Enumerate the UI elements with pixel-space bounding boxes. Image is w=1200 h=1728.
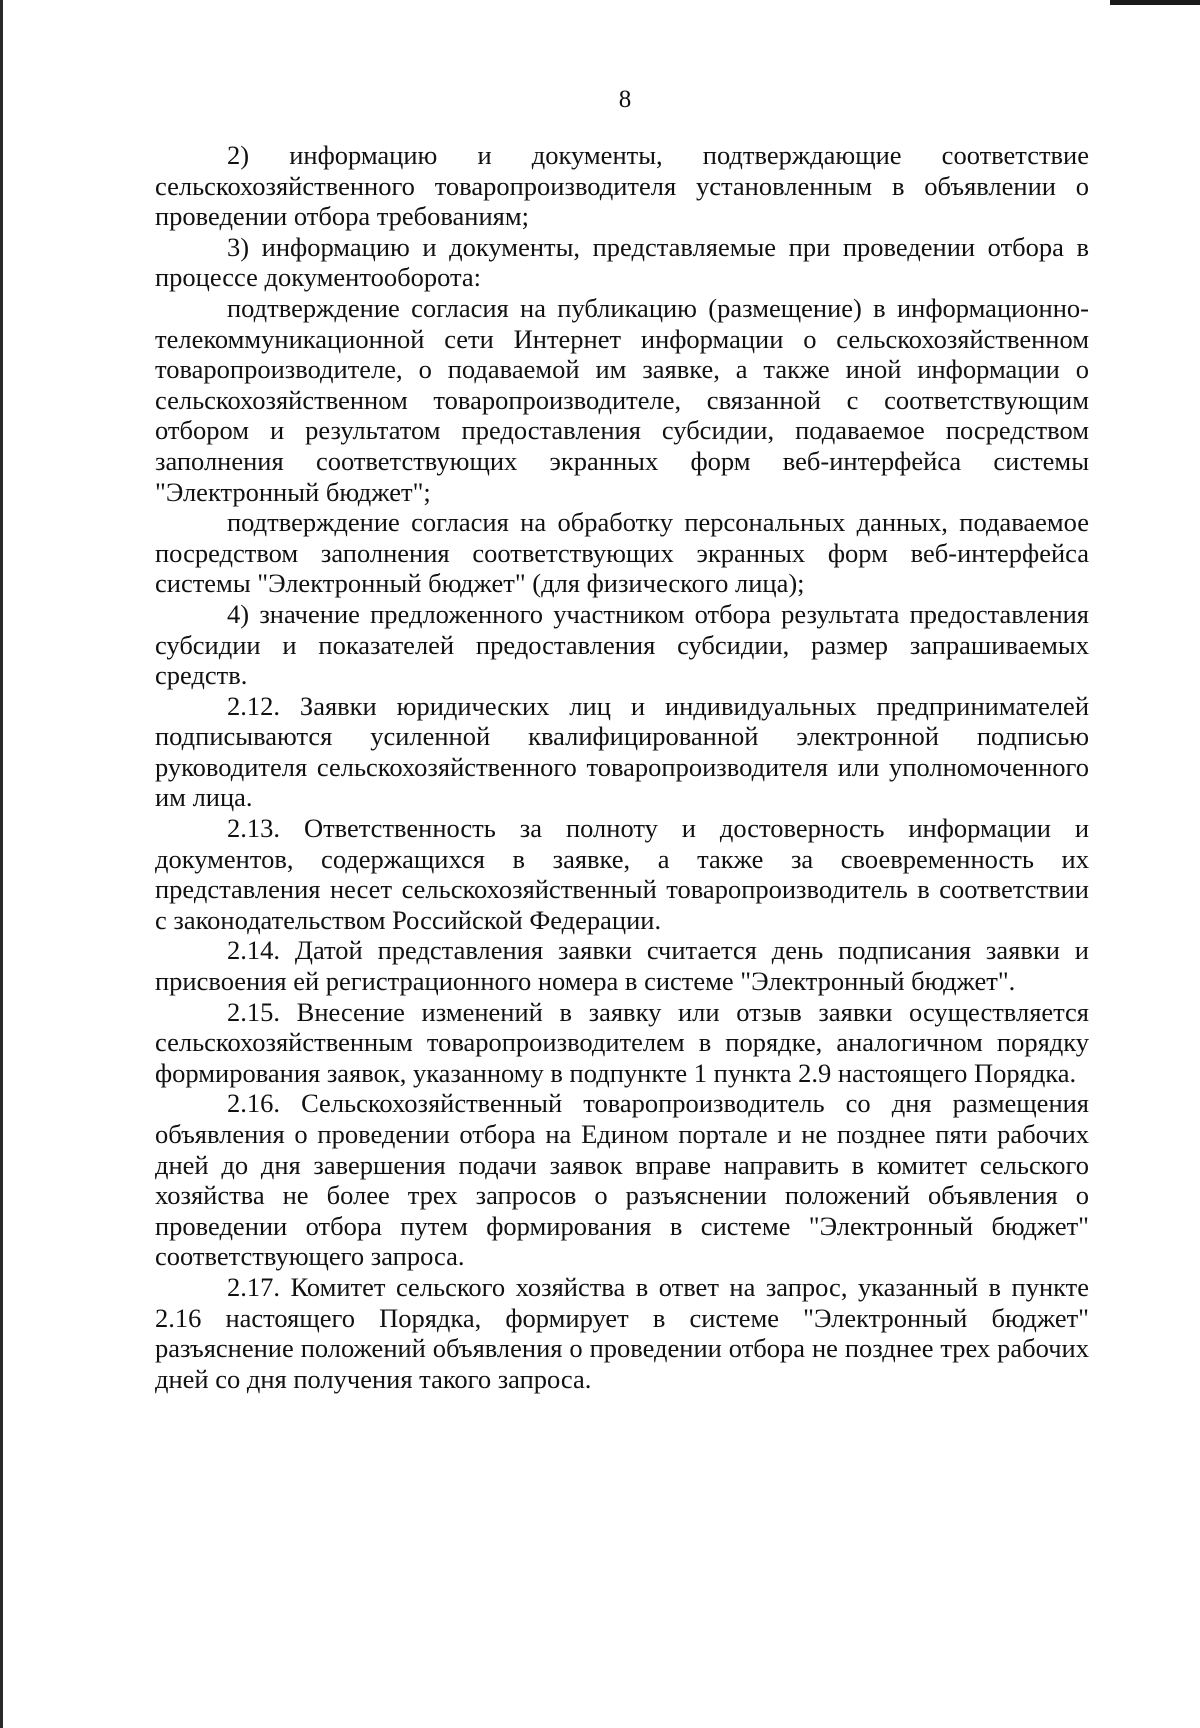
paragraph-consent-personal-data: подтверждение согласия на обработку персональных данных, подаваемое посредством заполнения соответствующих экранных форм веб-интерфейса системы "Электронный бюджет" (для физического лица);: [155, 507, 1089, 599]
document-body: [155, 140, 1089, 1394]
paragraph-item-3: 3) информацию и документы, представляемые при проведении отбора в процессе документооборота:: [155, 231, 1089, 293]
paragraph-item-2: 2) информацию и документы, подтверждающие соответствие сельскохозяйственного товаропроизводителя установленным в объявлении о проведении отбора требованиям;: [155, 140, 1089, 232]
paragraph-consent-publication: подтверждение согласия на публикацию (размещение) в информационно-телекоммуникационной сети Интернет информации о сельскохозяйственном товаропроизводителе, о подаваемой им заявке, а также иной информации о сельскохозяйственном товаропроизводителе, связанной с соответствующим отбором и результатом предоставления субсидии, подаваемое посредством заполнения соответствующих экранных форм веб-интерфейса системы "Электронный бюджет";: [155, 292, 1089, 507]
paragraph-2-16: 2.16. Сельскохозяйственный товаропроизводитель со дня размещения объявления о проведении отбора на Едином портале и не позднее пяти рабочих дней до дня завершения подачи заявок вправе направить в комитет сельского хозяйства не более трех запросов о разъяснении положений объявления о проведении отбора путем формирования в системе "Электронный бюджет" соответствующего запроса.: [155, 1088, 1089, 1272]
paragraph-2-13: 2.13. Ответственность за полноту и достоверность информации и документов, содержащихся в заявке, а также за своевременность их представления несет сельскохозяйственный товаропроизводитель в соответствии с законодательством Российской Федерации.: [155, 813, 1089, 935]
paragraph-2-17: 2.17. Комитет сельского хозяйства в ответ на запрос, указанный в пункте 2.16 настоящего Порядка, формирует в системе "Электронный бюджет" разъяснение положений объявления о проведении отбора не позднее трех рабочих дней со дня получения такого запроса.: [155, 1271, 1089, 1394]
scan-edge-left: [0, 0, 3, 1728]
paragraph-2-15: 2.15. Внесение изменений в заявку или отзыв заявки осуществляется сельскохозяйственным товаропроизводителем в порядке, аналогичном порядку формирования заявок, указанному в подпункте 1 пункта 2.9 настоящего Порядка.: [155, 996, 1089, 1088]
paragraph-2-14: 2.14. Датой представления заявки считается день подписания заявки и присвоения ей регистрационного номера в системе "Электронный бюджет".: [155, 935, 1089, 997]
paragraph-2-12: 2.12. Заявки юридических лиц и индивидуальных предпринимателей подписываются усиленной квалифицированной электронной подписью руководителя сельскохозяйственного товаропроизводителя или уполномоченного им лица.: [155, 690, 1089, 813]
scan-edge-top: [1110, 0, 1200, 5]
paragraph-item-4: 4) значение предложенного участником отбора результата предоставления субсидии и показателей предоставления субсидии, размер запрашиваемых средств.: [155, 598, 1089, 691]
page-number: 8: [618, 86, 632, 113]
